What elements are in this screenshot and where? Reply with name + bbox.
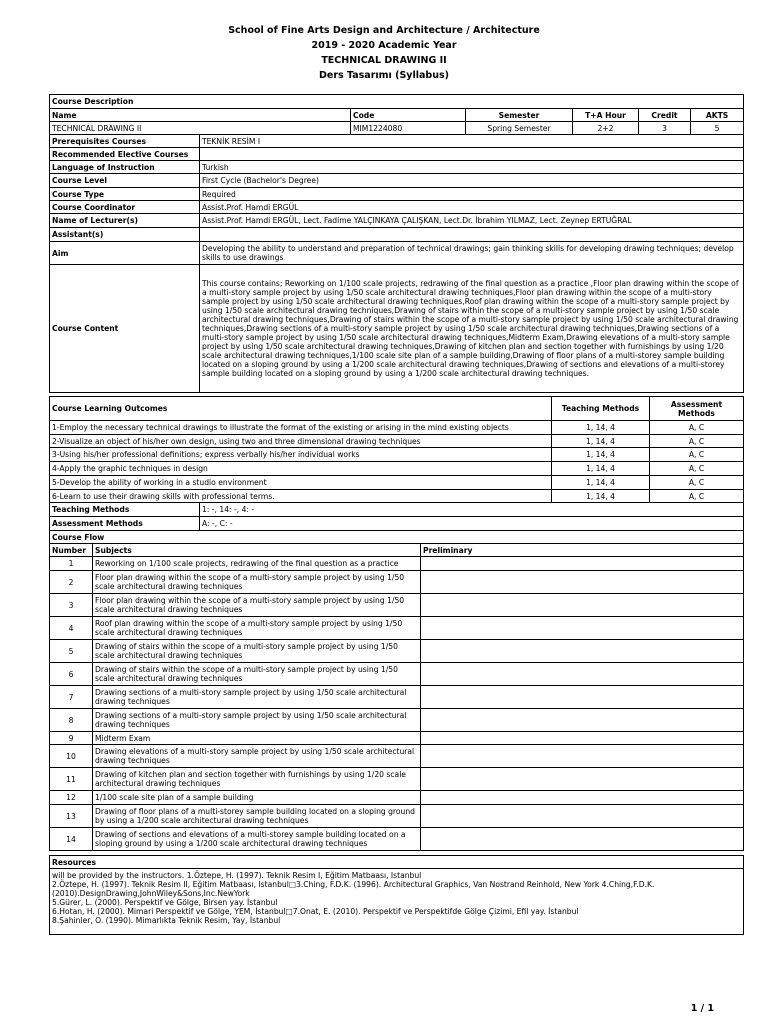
course-code: MIM1224080 xyxy=(351,122,466,135)
info-value xyxy=(200,228,744,242)
info-label: Course Level xyxy=(50,174,200,188)
info-value: First Cycle (Bachelor's Degree) xyxy=(200,174,744,188)
learning-outcomes-table xyxy=(49,396,744,503)
flow-number: 7 xyxy=(50,686,93,709)
outcome-teaching: 1, 14, 4 xyxy=(552,435,650,448)
outcome-assessment: A, C xyxy=(650,490,744,503)
col-subjects-header: Subjects xyxy=(93,544,421,557)
info-label: Assistant(s) xyxy=(50,228,200,242)
methods-table xyxy=(49,502,744,531)
flow-subject: Floor plan drawing within the scope of a multi-story sample project by using 1/50 scale architectural drawing techniques xyxy=(93,571,421,594)
flow-subject: Drawing sections of a multi-story sample project by using 1/50 scale architectural drawing techniques xyxy=(93,686,421,709)
outcome-text: 2-Visualize an object of his/her own design, using two and three dimensional drawing techniques xyxy=(50,435,552,448)
course-hours: 2+2 xyxy=(573,122,639,135)
col-number-header: Number xyxy=(50,544,93,557)
col-name-header: Name xyxy=(50,109,351,122)
flow-number: 3 xyxy=(50,594,93,617)
assessment-methods-label: Assessment Methods xyxy=(50,517,200,531)
flow-preliminary xyxy=(421,791,744,805)
course-semester: Spring Semester xyxy=(466,122,573,135)
page-number: 1 / 1 xyxy=(690,1003,714,1014)
course-flow-heading: Course Flow xyxy=(50,531,744,544)
outcome-assessment: A, C xyxy=(650,476,744,490)
flow-preliminary xyxy=(421,768,744,791)
outcome-teaching: 1, 14, 4 xyxy=(552,490,650,503)
info-label: Course Coordinator xyxy=(50,201,200,214)
outcome-text: 4-Apply the graphic techniques in design xyxy=(50,462,552,476)
resource-line: will be provided by the instructors. 1.Öztepe, H. (1997). Teknik Resim I, Eğitim Matbaası, Istanbul xyxy=(52,871,422,880)
flow-preliminary xyxy=(421,828,744,851)
course-content-label: Course Content xyxy=(50,265,200,393)
flow-preliminary xyxy=(421,571,744,594)
course-description-heading: Course Description xyxy=(50,95,744,109)
info-value: Required xyxy=(200,188,744,201)
info-label: Recommended Elective Courses xyxy=(50,148,200,161)
outcome-text: 1-Employ the necessary technical drawings to illustrate the format of the existing or arising in the mind existing objects xyxy=(50,421,552,435)
col-teaching-methods: Teaching Methods xyxy=(552,397,650,421)
flow-number: 13 xyxy=(50,805,93,828)
course-info-table xyxy=(49,94,744,393)
flow-preliminary xyxy=(421,709,744,732)
flow-subject: Drawing of floor plans of a multi-storey sample building located on a sloping ground by using a 1/200 scale architectural drawing techniques xyxy=(93,805,421,828)
resource-line: 8.Şahinler, O. (1990). Mimarlıkta Teknik Resim, Yay, İstanbul xyxy=(52,916,281,925)
resource-line: 5.Gürer, L. (2000). Perspektif ve Gölge, Birsen yay. İstanbul xyxy=(52,898,278,907)
outcome-teaching: 1, 14, 4 xyxy=(552,476,650,490)
course-credit: 3 xyxy=(639,122,691,135)
assessment-methods-value: A: -, C: - xyxy=(200,517,744,531)
outcome-assessment: A, C xyxy=(650,448,744,462)
info-value: Assist.Prof. Hamdi ERGÜL, Lect. Fadime YALÇINKAYA ÇALIŞKAN, Lect.Dr. İbrahim YILMAZ, Lect. Zeynep ERTUĞRAL xyxy=(200,214,744,228)
aim-value: Developing the ability to understand and preparation of technical drawings; gain thinking skills for developing drawing techniques; develop skills to use drawings xyxy=(200,242,744,265)
resources-heading: Resources xyxy=(50,856,744,869)
flow-subject: Midterm Exam xyxy=(93,732,421,745)
flow-number: 14 xyxy=(50,828,93,851)
course-flow-table xyxy=(49,530,744,851)
flow-number: 8 xyxy=(50,709,93,732)
col-assessment-methods: Assessment Methods xyxy=(650,397,744,421)
flow-number: 10 xyxy=(50,745,93,768)
flow-preliminary xyxy=(421,594,744,617)
info-label: Course Type xyxy=(50,188,200,201)
col-hours-header: T+A Hour xyxy=(573,109,639,122)
flow-preliminary xyxy=(421,686,744,709)
header-year: 2019 - 2020 Academic Year xyxy=(311,40,457,51)
flow-subject: Drawing of stairs within the scope of a multi-story sample project by using 1/50 scale architectural drawing techniques xyxy=(93,663,421,686)
flow-number: 6 xyxy=(50,663,93,686)
header-course-title: TECHNICAL DRAWING II xyxy=(321,55,447,66)
flow-subject: Drawing elevations of a multi-story sample project by using 1/50 scale architectural drawing techniques xyxy=(93,745,421,768)
flow-subject: Roof plan drawing within the scope of a multi-story sample project by using 1/50 scale architectural drawing techniques xyxy=(93,617,421,640)
info-label: Language of Instruction xyxy=(50,161,200,174)
col-credit-header: Credit xyxy=(639,109,691,122)
outcome-teaching: 1, 14, 4 xyxy=(552,421,650,435)
flow-subject: Drawing of stairs within the scope of a multi-story sample project by using 1/50 scale architectural drawing techniques xyxy=(93,640,421,663)
info-value: Turkish xyxy=(200,161,744,174)
outcome-text: 6-Learn to use their drawing skills with professional terms. xyxy=(50,490,552,503)
outcomes-heading: Course Learning Outcomes xyxy=(50,397,552,421)
col-semester-header: Semester xyxy=(466,109,573,122)
flow-number: 5 xyxy=(50,640,93,663)
flow-preliminary xyxy=(421,663,744,686)
outcome-assessment: A, C xyxy=(650,421,744,435)
flow-subject: Drawing sections of a multi-story sample project by using 1/50 scale architectural drawing techniques xyxy=(93,709,421,732)
flow-preliminary xyxy=(421,745,744,768)
flow-number: 1 xyxy=(50,557,93,571)
header-syllabus: Ders Tasarımı (Syllabus) xyxy=(319,70,449,81)
aim-label: Aim xyxy=(50,242,200,265)
outcome-text: 3-Using his/her professional definitions; express verbally his/her individual works xyxy=(50,448,552,462)
course-name: TECHNICAL DRAWING II xyxy=(50,122,351,135)
course-content-value: This course contains; Reworking on 1/100 scale projects, redrawing of the final question as a practice ,Floor plan drawing within the scope of a multi-story sample project by using 1/50 scale architectural drawing techniques,Floor plan drawing within the scope of a multi-story sample project by using 1/50 scale architectural drawing techniques,Roof plan drawing within the scope of a multi-story sample project by using 1/50 scale architectural drawing techniques,Drawing of stairs within the scope of a multi-story sample project by using 1/50 scale architectural drawing techniques,Drawing of stairs within the scope of a multi-story sample project by using 1/50 scale architectural drawing techniques,Drawing sections of a multi-story sample project by using 1/50 scale architectural drawing techniques,Drawing sections of a multi-story sample project by using 1/50 scale architectural drawing techniques,Midterm Exam,Drawing elevations of a multi-story sample project by using 1/50 scale architectural drawing techniques,Drawing of kitchen plan and section together with furnishings by using 1/20 scale architectural drawing techniques,1/100 scale site plan of a sample building,Drawing of floor plans of a multi-storey sample building located on a sloping ground by using a 1/200 scale architectural drawing techniques,Drawing of sections and elevations of a multi-storey sample building located on a sloping ground by using a 1/200 scale architectural drawing techniques. xyxy=(200,265,744,393)
outcome-assessment: A, C xyxy=(650,435,744,448)
flow-preliminary xyxy=(421,805,744,828)
flow-number: 2 xyxy=(50,571,93,594)
flow-preliminary xyxy=(421,557,744,571)
flow-number: 4 xyxy=(50,617,93,640)
outcome-teaching: 1, 14, 4 xyxy=(552,462,650,476)
resources-list xyxy=(50,869,744,935)
info-value xyxy=(200,148,744,161)
info-value: Assist.Prof. Hamdi ERGÜL xyxy=(200,201,744,214)
header-school: School of Fine Arts Design and Architecture / Architecture xyxy=(228,25,540,36)
outcome-text: 5-Develop the ability of working in a studio environment xyxy=(50,476,552,490)
col-code-header: Code xyxy=(351,109,466,122)
flow-subject: 1/100 scale site plan of a sample building xyxy=(93,791,421,805)
flow-number: 9 xyxy=(50,732,93,745)
course-akts: 5 xyxy=(691,122,744,135)
flow-number: 11 xyxy=(50,768,93,791)
flow-preliminary xyxy=(421,617,744,640)
info-label: Name of Lecturer(s) xyxy=(50,214,200,228)
flow-number: 12 xyxy=(50,791,93,805)
flow-preliminary xyxy=(421,732,744,745)
resource-line: 6.Hotan, H. (2000). Mimari Perspektif ve Gölge, YEM, İstanbul□7.Onat, E. (2010). Perspektif ve Perspektifde Gölge Çizimi, Efil yay. İstanbul xyxy=(52,907,579,916)
flow-subject: Drawing of sections and elevations of a multi-storey sample building located on a sloping ground by using a 1/200 scale architectural drawing techniques xyxy=(93,828,421,851)
flow-subject: Floor plan drawing within the scope of a multi-story sample project by using 1/50 scale architectural drawing techniques xyxy=(93,594,421,617)
info-label: Prerequisites Courses xyxy=(50,135,200,148)
flow-subject: Reworking on 1/100 scale projects, redrawing of the final question as a practice xyxy=(93,557,421,571)
outcome-teaching: 1, 14, 4 xyxy=(552,448,650,462)
flow-preliminary xyxy=(421,640,744,663)
info-value: TEKNİK RESİM I xyxy=(200,135,744,148)
col-preliminary-header: Preliminary xyxy=(421,544,744,557)
col-akts-header: AKTS xyxy=(691,109,744,122)
flow-subject: Drawing of kitchen plan and section together with furnishings by using 1/20 scale architectural drawing techniques xyxy=(93,768,421,791)
outcome-assessment: A, C xyxy=(650,462,744,476)
resources-table xyxy=(49,855,744,935)
teaching-methods-value: 1: -, 14: -, 4: - xyxy=(200,503,744,517)
teaching-methods-label: Teaching Methods xyxy=(50,503,200,517)
resource-line: 2.Öztepe, H. (1997). Teknik Resim II, Eğitim Matbaası, Istanbul□3.Ching, F.D.K. (1996). Architectural Graphics, Van Nostrand Reinhold, New York 4.Ching,F.D.K. (2010).DesignDrawing,JohnWiley&Sons,Inc.NewYork xyxy=(52,880,655,898)
